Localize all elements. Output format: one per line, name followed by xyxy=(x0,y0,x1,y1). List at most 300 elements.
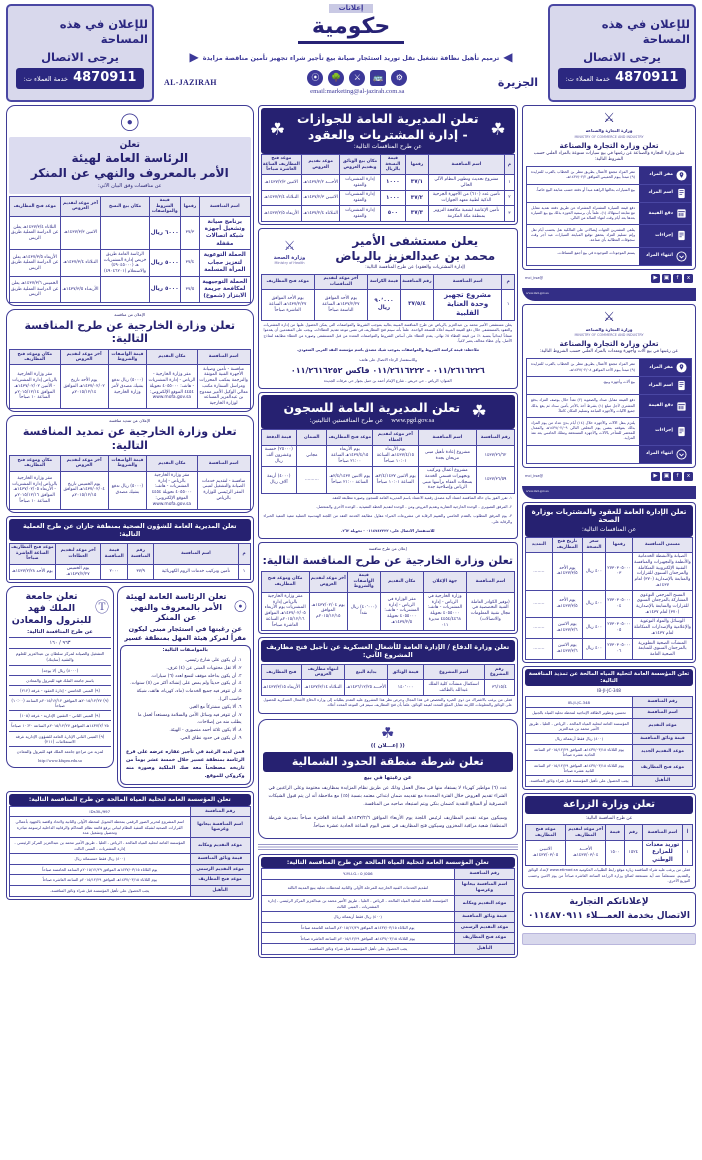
police-body2: وسيكون موعد تقديم المظاريف لرئيس اللجنة يوم الأربعاء الموافق ١٤٣٧/٢/٦هـ الساعة العاشرة صباحاً بمديرية شرطة المنطقة/ شعبة مراقبة المخزون وسيكون فتح المظاريف في نفس اليوم الساعة الحادية عشرة صباحاً. xyxy=(268,815,508,829)
kv-value: IDs3IL/997 xyxy=(10,806,191,817)
kv-key: موعد فتح المظاريف xyxy=(190,875,250,886)
cell: يوم الأحد تاريخ ١٤٣٧/٠٢/٠٢هـ الموافق ٢٠١٥/١٢/١٤م xyxy=(60,365,108,409)
cell: ٤٠٠ ريال xyxy=(582,617,605,638)
hayah-titles xyxy=(9,137,251,194)
moh-logo xyxy=(265,239,315,266)
moc-rows xyxy=(526,166,692,266)
cell: الأربعاء ١٤٣٧/٣/١٥هـ xyxy=(261,680,302,695)
cell: ٢٠٠٠ xyxy=(101,564,127,579)
cell: ٣ xyxy=(504,206,514,221)
location-pin-icon xyxy=(676,362,687,373)
facebook-icon[interactable]: f xyxy=(673,472,682,481)
agriculture-header xyxy=(525,796,693,815)
col-header: اسم المنافسة xyxy=(428,154,504,175)
kfupm-site: لمزيد من مراجع جامعة الملك فهد للبترول والمعادن xyxy=(16,748,104,754)
masthead-center xyxy=(158,4,544,102)
moc-key xyxy=(639,418,691,445)
table-header-row xyxy=(526,825,693,840)
masthead-services-strip xyxy=(158,50,544,65)
mofa3-title: تعلن وزارة الخارجية عن طرح المنافسة التالية: xyxy=(262,554,514,568)
ad-line1: للإعلان في هذه المساحة xyxy=(601,17,690,46)
hospital-table xyxy=(261,274,515,321)
prisons-crest-icon: ☘ xyxy=(471,401,487,422)
table-row xyxy=(261,592,514,630)
cell: ٢٧٣٠٣٠٥٠٠٠٠٦ xyxy=(606,639,633,660)
instagram-icon[interactable]: ▣ xyxy=(663,274,670,281)
cell: مقر وزارة الخارجية بالرياض إدارة المشتريات - الأثنين ١٤٣٧/٠٢/٠٢هـ الموافق ٢٠١٥/١٢/١٤م الساعة ١٠ صباحاً xyxy=(10,365,61,409)
ad-line2: يرجى الاتصال xyxy=(41,50,119,65)
kv-row xyxy=(526,760,693,776)
cell: ٤٠٠ ريال xyxy=(582,552,605,590)
cell: الحملة التوجيهية لمكافحة جريمة الابتزاز (شموخ) xyxy=(200,277,251,303)
cell: مقر الوزارة في الرياض - إدارة المشتريات - هاتف: ٤٠٥٥٠٠٠ تحويلة ١٤٣٧/٢/٥هـ xyxy=(380,592,423,630)
col-header: اسم المنافسة xyxy=(154,543,238,564)
kfupm-ref: ٩٦٣ / ١٦٠ xyxy=(9,638,111,649)
twitter-icon[interactable]: x xyxy=(684,472,693,481)
bottom-filler-bar xyxy=(522,933,696,945)
rules-icon xyxy=(676,426,687,437)
jazan-title: تعلن المديرية العامة للشؤون الصحية بمنطقة جازان عن طرح العملية التالية: xyxy=(22,521,237,538)
moc-key-label: إجراءات xyxy=(655,428,673,434)
cell: المنشآت الصحية التطويرية بالمرجعان السنوي للمتابعة الصحية العامة xyxy=(632,639,692,660)
cell: الثـلاثاء ١٤٣٧/٢/٤هـ xyxy=(261,190,302,205)
ad-line1: للإعلان في هذه المساحة xyxy=(59,17,148,46)
col-header: اسم المشروع xyxy=(423,665,484,680)
col-header: قيمة النسخة بالريال xyxy=(380,154,405,175)
police-title-bar xyxy=(263,752,513,772)
cell: يوم الاثنين ٢/٤/١٤٣٧هـ الساعة ٢١:٠٠ صباحاً xyxy=(327,466,373,493)
kv-row xyxy=(526,734,693,745)
bank-icon xyxy=(676,401,687,412)
col-header: اسم المنافسة xyxy=(642,825,682,840)
passports-title: تعلن المديرية العامة للجوازات - إدارة المشتريات والعقود xyxy=(297,111,479,142)
cell: ٣٧/٤ xyxy=(180,250,199,277)
passports-header xyxy=(261,108,515,154)
cell: ٣٧/٣ xyxy=(180,217,199,250)
agriculture-table xyxy=(525,824,693,866)
kv-value: Y-M.I.G.: 0 /006 xyxy=(261,869,454,880)
col-header: آخر موعد لتقديم العطاء xyxy=(373,430,419,445)
kv-value: (٤٠٠) ريال فقط أربعمائة ريال xyxy=(526,734,633,745)
hospital-note: يعلن مستشفى الأمير محمد بن عبدالعزيز بالرياض عن طرح المنافسة المبينة بعاليه بموجب الشروط والمواصفات التي يمكن الحصول عليها من إدارة المشتريات والعقود بالمستشفى خلال دفع القيمة المبينة أعلاه للنسخة الواحدة، علماً بأنه سيتم فتح المظاريف في نفس موعد تقديم العطاءات، ويجب على المتقدمين أن يقدموا ضماناً ابتدائياً بنسبة ١٪ من قيمة العطاء ٥٪ نهائي. يقدم العطاء على أساس الشروط والمواصفات المعدة من قبل المستشفى وصورة من العطاء مطابقة لنماذج الأصل، وأي عطاء مخالف يعتبر لاغياً. xyxy=(263,322,513,344)
police-body: عدد (٦) مواطير كهرباء لا يستفاد منها في مجال العمل وذلك عن طريق نظام المزايدة بمظاريف مختومة وعلى الراغبين في الشراء تقديم العروض خلال الفترة المحددة مع تقديمه ضمان ابتدائي معتمد بنسبة (٥٪) مع ملاحظة أنه لن يتم قبول الشيكات المصرفية أو المبالغ النقدية كضمان بنكي ويتم استبعاد صاحبه من المنافسة. xyxy=(268,785,508,807)
twitter-icon[interactable]: x xyxy=(684,274,693,283)
cell: ٢٧٣٠٣٠٥٠٠٠٠٤ xyxy=(606,591,633,618)
table-header-row xyxy=(526,537,693,552)
water-extension-header xyxy=(525,669,693,686)
cell: (٤٠٬٠٠٠) ريال نقداً xyxy=(347,592,380,630)
cell: يوم الأحد ١٤٣٧/٣/٥هـ xyxy=(552,591,582,618)
cell: ٢٧٣٠٣٠٥٠٠٠٠٣ xyxy=(606,552,633,590)
agriculture-title: تعلن وزارة الزراعة xyxy=(563,798,656,810)
moc-key xyxy=(639,359,691,376)
cell: ١ xyxy=(502,289,515,320)
mofa1-title: تعلن وزارة الخارجية عن طرح المنافسة التالية: xyxy=(24,318,236,346)
col-header: مكان بيع الوثائق وتقديم العروض xyxy=(340,154,381,175)
kfupm-url[interactable]: http://www.kfupm.edu.sa xyxy=(38,757,82,763)
col-header: قيمة الواصفات والشروط xyxy=(108,456,146,471)
cell: (٤٠٠٠) أربعة آلاف ريال xyxy=(261,466,297,493)
table-row xyxy=(261,466,514,493)
agriculture-subtitle: عن طرح المنافسة التالية: xyxy=(585,816,633,822)
kv-value: لتقديم الخدمات الفنية الخارجية للمرحلة الأولى والثانية لمحطات تحلية ينبع المدينة الثالثة xyxy=(261,879,454,895)
kv-key: موعد التقديم الرسمي xyxy=(190,864,250,875)
hayah-logo-icon: ☉ xyxy=(119,109,141,137)
cell: المسح المرجعي التوعوي المشاركة بالمرجعان السنوي للقرارات والمتابعة بالإصدارية (٣٧٠) لعام ١٤٣٧هـ xyxy=(632,591,692,618)
moc-value: مقر المزاد مجمع الأعمال بطريق مطر بن الخطاب بالقرب للمزايدة (٩) مبتدأ بيوم الخميس الموافق ١٤٣٧/٠٢/٢هـ. xyxy=(531,169,635,179)
facebook-icon[interactable]: f xyxy=(673,274,682,283)
masthead xyxy=(6,4,696,102)
cell: يوم الأحد الموافق ١٤٣٧/٢/٢٧هـ الساعة العاشرة صباحاً xyxy=(261,289,314,320)
moc-value: بيع السيارات بحالتها الراهنة مبدأ أو دفعة حسب متابعة البيع خاصاً. xyxy=(536,187,635,192)
content-columns xyxy=(6,105,696,1155)
bullet-item: ٩. أن يكون في حدود نطاق الحي. xyxy=(179,735,242,741)
cell: مشروع تجهيز وحدة العناية القلبية xyxy=(433,289,501,320)
cell: ١ xyxy=(682,840,692,866)
cell: ٥٠٠ xyxy=(380,206,405,221)
table-row xyxy=(526,552,693,590)
cell: ٣٧/٥/٤ xyxy=(400,289,433,320)
kv-row xyxy=(526,718,693,734)
kfupm-kv-list xyxy=(9,637,111,765)
cell: الصيانة والأنشطة الخدماتية والأنظمة والتجهيزات والمنافسة التقنية الإلكترونية المتكاملة والمرجعان السنوي للقرارات والمتابعة بالإصدارية (٣٧٠) لعام ١٤٣٧هـ xyxy=(632,552,692,590)
water-left-header xyxy=(9,794,251,806)
cell: برنامج صيانة وتشغيل أجهزة شبكة اتصالات مقفلة xyxy=(200,217,251,250)
kv-key: موعد التقديم ومكانه xyxy=(455,896,515,912)
cell: ٩٠٬٠٠٠ ريال xyxy=(368,289,401,320)
water-extension-table xyxy=(525,696,693,786)
passports-subtitle: عن طرح المنافسات التالية: xyxy=(353,143,422,151)
water-center-block xyxy=(258,854,518,958)
kfupm-logo-icon: Ⓣ xyxy=(95,600,109,617)
northern-police-block xyxy=(258,719,518,839)
kv-value: اسم المشروع لتحرير الصور الرقمي بمحطة التحويل لمحطة الأولى والثانية ولاتحاد واقصد بالجهود بأعمالي القرارات الصحية لشبكة التنفيذ النظام لبياني يرفع قائمة نظام المحاكم والرقابية الداخلية لرسومة مبادرة وتحصيل وتشغيل عدة xyxy=(10,817,191,838)
cell: ١٤٣٧/٣٦/٦٢ xyxy=(477,445,515,466)
col-header: فتح المظاريف xyxy=(261,665,302,680)
mofa2-kicker: الإعلان عن تمديد منافسة xyxy=(109,418,151,424)
moh-purchasing-subtitle: عن المنافسات التالية: xyxy=(581,526,637,534)
youtube-icon[interactable]: ▶ xyxy=(651,472,660,481)
table-row xyxy=(10,217,251,250)
moh-purchasing-header xyxy=(525,505,693,537)
moh-purchasing-block xyxy=(522,502,696,664)
cell: تأمين عدد (٦١٠) من الأجهزة الجرحية الذكية لطبية معهد الجوازات xyxy=(428,190,504,205)
kv-key: قيمة وثائق المنافسة xyxy=(633,734,693,745)
footer-cta[interactable] xyxy=(522,892,696,927)
location-pin-icon xyxy=(676,170,687,181)
col-header: قيمة الكراسة xyxy=(368,274,401,289)
kv-value: (٤٠٠) ريال فقط خمسمائة ريال xyxy=(10,853,191,864)
col-header: سعر النسخة xyxy=(582,537,605,552)
col-header: موعد فتح المظاريف xyxy=(327,430,373,445)
passports-crest-icon-2: ☘ xyxy=(269,120,286,141)
social-handle: @mci_ksa xyxy=(525,275,544,280)
col-header: قيمة الواصفات والشروط xyxy=(347,571,380,592)
youtube-icon[interactable]: ▶ xyxy=(651,274,660,283)
moc-header xyxy=(526,109,692,166)
water-center-table xyxy=(261,868,515,955)
kv-key: التأهيل xyxy=(633,776,693,787)
cell: يوم الأحد ١٤٣٧/٣/٥هـ xyxy=(552,552,582,590)
water-left-title: تعلن المؤسسة العامة لتحلية المياه المالحة عن طرح المنافسة التالية: xyxy=(28,796,231,804)
col-header: اسم المنافسة xyxy=(418,430,476,445)
kv-key: موعد التقديم الجديد xyxy=(633,744,693,760)
kv-value: يجب الحصول على تأهيل المؤسسة قبل شراء وثائق المنافسة. xyxy=(526,776,633,787)
cell: يوم الخميس تاريخ ١٤٣٧/٠٢/٠٤هـ الموافق ٢٠١٥/١٢/١٥م xyxy=(60,471,108,509)
kv-key: اسم المنافسة بيعاتها وغرضها xyxy=(190,817,250,838)
cell: مجاني xyxy=(297,445,327,466)
table-row xyxy=(526,840,693,866)
table-row xyxy=(10,471,251,509)
footer-cta-line1: لإعلاناتكم التجارية xyxy=(569,897,649,908)
hospital-address: العنوان: الرياض - حي خريص - شارع الإمام أحمد بن حنبل بجوار حي عرفات الجديدة xyxy=(323,379,452,384)
table-header-row xyxy=(10,543,251,564)
prisons-header xyxy=(261,395,515,429)
kv-value: المؤسسة العامة لتحلية المياه المالحة - الرياض - العليا - طريق الأمير محمد بن عبدالعزيز المركز الرئيسي - إدارة المشتريات - المبنى الثالث xyxy=(10,838,191,854)
col-header: الضمان xyxy=(297,430,327,445)
moc-value: دفع قيمة السيارة المشتراة المشتراة عن طريق دفعة نقدية مقابل مع متابعة استهلاك (١)، علماً بأن برسمية الحوزة بذلك بيع بيع السيارة بعدها بعد أيام وقت انتهاء الصالة من التالي. xyxy=(531,205,636,220)
cell: تأمين وتركيب خدمات الروم الكهربائية xyxy=(154,564,238,579)
col-header: قيمة xyxy=(606,825,624,840)
moc-row xyxy=(526,202,692,225)
moc-key-label: دفع القيمة xyxy=(648,403,673,409)
defense-title: تعلن وزارة الدفاع / الإدارة العامة للأشغال العسكرية عن تأجيل فتح مظاريف المشروع الآتي: xyxy=(266,642,510,660)
moc-key-label: اسم المزاد xyxy=(648,190,673,196)
cell: الأربعاء ١٤٣٧/٣/٥هـ يعلن عن الدراسة العملية طريق الريس xyxy=(10,250,61,277)
table-header-row xyxy=(261,665,514,680)
kv-key: موعد التقديم الرسمي xyxy=(455,922,515,933)
col-header: قيمة المنافسة xyxy=(101,543,127,564)
ad-phone-number: 4870911 xyxy=(73,70,137,86)
table-header-row xyxy=(261,154,514,175)
cell: ١ xyxy=(504,175,514,190)
cell: يوم ١٤٣٧/٠٢/٠٤هـ الموافق ٢٠١٥/١٢/١٥م xyxy=(309,592,347,630)
bullet-item: ٣. أن يكون بداخله موقف لتسع لعدد (٦) سيارات. xyxy=(150,673,242,679)
cell: مشروع إعادة تأهيل مبنى مريحان بجدة xyxy=(418,445,476,466)
hospital-title-3: (إدارة المشتريات والعقود) عن طرح المنافسة التالية: xyxy=(365,264,466,270)
cell: ٢٧٣٠٣٠٥٠٠٠٠٥ xyxy=(606,617,633,638)
masthead-logo-top: إعلانات xyxy=(329,4,374,13)
moh-purchasing-title: تعلن الإدارة العامة للعقود والمشتريات بوزارة الصحة xyxy=(531,507,687,525)
cell: ١٤٣٧/٣٦/٥٩ xyxy=(477,466,515,493)
masthead-ad-right[interactable] xyxy=(548,4,696,102)
kv-key: قيمة وثائق المنافسة xyxy=(190,853,250,864)
mofa2-block xyxy=(6,415,254,513)
kv-key: اسم المنافسة xyxy=(633,708,693,719)
col-header: مسمى المنافسة xyxy=(632,537,692,552)
bus-icon: 🚌 xyxy=(370,70,386,86)
moc-key-label: انتهاء المزاد xyxy=(645,451,673,457)
moc-key xyxy=(639,167,691,184)
col-header: رقمها xyxy=(406,154,429,175)
cell xyxy=(101,217,149,250)
kv-key: رقم المنافسة xyxy=(455,869,515,880)
kv-row xyxy=(261,896,514,912)
col-header: مكان وموعد فتح المظاريف xyxy=(261,571,309,592)
swoosh-divider-1 xyxy=(522,288,696,301)
moc-key-label: دفع القيمة xyxy=(648,210,673,216)
kv-value: يوم الثلاثاء ١٤٣٧/٠٣/١٥هـ الموافق ٢٠١٥/١٢/٢٩م الساعة التاسعة صباحاً xyxy=(261,922,454,933)
masthead-ad-left[interactable] xyxy=(6,4,154,102)
document-icon xyxy=(676,380,687,391)
table-header-row xyxy=(10,196,251,217)
social-bar-1[interactable] xyxy=(522,273,696,284)
moc-value: دفع القيمة مقابل صداد والصعوبة (٢) نقداً خلال بوصف المزاد بدفع المشتري لأجل مبلغ (١) بشرط أخذ بالأجر بأمين سداد ثم يقع بذلك جميع الآليات والأجهزة المباعة وتسليم المكان كاملاً. xyxy=(531,398,635,413)
moc-value: يستم الموجودات الموجودة في بيع أجمع المسافات. xyxy=(557,250,635,255)
swoosh-divider-2 xyxy=(522,486,696,499)
column-center xyxy=(258,105,518,958)
col-header: موعد فتح المظاريف xyxy=(10,196,61,217)
kv-value: المؤسسة العامة لتحلية المياه المالحة - الرياض - العليا - طريق الأمير محمد بن عبدالعزيز المركز الرئيسي - إدارة المشتريات - المبنى الثالث xyxy=(261,896,454,912)
kfupm-place: (٩) المبنى الخامس - إدارة العقود - غرفة (٢١٢) xyxy=(9,686,111,696)
moh-name-ar: وزارة الصحة xyxy=(273,254,306,261)
cell: ١٤٠٬٠٠٠ xyxy=(388,680,423,695)
hayah-subtitle: عن منافسات وفق البيان الآتي: xyxy=(98,183,162,190)
police-badge-icon: ☘ xyxy=(381,723,395,742)
kfupm-header xyxy=(9,589,111,629)
water-extension-title: تعلن المؤسسة العامة لتحلية المياه المالحة عن تمديد المنافسة التالية: xyxy=(528,671,690,684)
cell: ١٠٠٠ xyxy=(380,175,405,190)
cell: الأربعـاء ١٤٣٧/٣/٥هـ xyxy=(60,277,101,303)
kv-row xyxy=(261,879,514,895)
mofa3-table xyxy=(261,571,515,631)
hayah-rent-block xyxy=(117,586,254,788)
moc-key xyxy=(639,203,691,225)
hayah-rent-intro: بالمواصفات التالية: xyxy=(162,647,208,653)
moc-auction-cars xyxy=(522,105,696,270)
police-title: تعلن شرطة منطقة الحدود الشمالية xyxy=(291,755,484,769)
cell: ٦٠٠٠ ريال xyxy=(149,217,180,250)
prisons-contact: للاستفسار الاتصال على: ٠١١٤٧٤٢٢٢٢ - تحويلة ٢٦٢. xyxy=(341,529,435,534)
instagram-icon[interactable]: ▣ xyxy=(663,472,670,479)
kv-value: يوم الثلاثاء ١٤٣٧/٠٣/١٨هـ الموافق ٢٠١٥/١٢/٢٩م الساعة الحادية عشرة صباحاً xyxy=(526,744,633,760)
hayah-line2: الأمر بالمعروف والنهي عن المنكر xyxy=(30,166,229,181)
col-header: موعد فتح المظاريف الساعة العاشرة صباحاً xyxy=(261,154,302,175)
kfupm-subtitle: عن طرح المنافسة التالية: xyxy=(27,628,93,635)
table-header-row xyxy=(10,456,251,471)
defense-table xyxy=(261,664,515,696)
cell: (٥٠٠٠) ريال تدفع بشيك مصدق xyxy=(108,471,146,509)
bank-icon xyxy=(676,208,687,219)
hayah-rent-bullets xyxy=(124,654,247,746)
cell: مقر وزارة الخارجية بالرياض إدارة المشتريات يوم الأربعاء ١٤٣٧/٠٢/٠٥هـ الموافق ٢٠١٥/١٢/١٦م الساعة العاشرة صباحاً xyxy=(261,592,309,630)
police-header xyxy=(263,724,513,782)
moc-rows xyxy=(526,358,692,463)
col-header: مكان التقديم xyxy=(380,571,423,592)
kv-row xyxy=(261,911,514,922)
moc-value: بيع آلات وأجهزة وبيع. xyxy=(602,380,635,385)
social-bar-2[interactable] xyxy=(522,471,696,482)
table-row xyxy=(261,206,514,221)
kv-value: يوم الثلاثاء ١٤٣٧/٠٣/١٥هـ الموافق ٢٠١٥/١٢/٢٩م الساعة الخامسة صباحاً xyxy=(10,864,191,875)
cell: إدارة المشتريات والعقود xyxy=(340,175,381,190)
ad-phone-left[interactable] xyxy=(16,68,145,88)
prisons-title: تعلن المديرية العامة للسجون xyxy=(283,400,461,416)
moc-key xyxy=(639,248,691,265)
mofa1-table xyxy=(9,349,251,409)
cell: ١٥٢٤ xyxy=(624,840,642,866)
footer-cta-line2: الاتصال بخدمة العمـــلاء ٠١١٤٨٧٠٩١١ xyxy=(528,910,690,921)
jazan-health-block xyxy=(6,516,254,583)
prisons-subtitle: عن طرح المنافستين التاليتين: xyxy=(309,416,384,424)
hayah-line1: الرئاسة العامة لهيئة xyxy=(71,151,189,166)
kv-key: التأهيل xyxy=(455,944,515,955)
kv-value: يجب الحصول على تأهيل المؤسسة قبل شراء وثائق المنافسة. xyxy=(10,885,191,896)
agriculture-block xyxy=(522,793,696,890)
table-row xyxy=(261,175,514,190)
kfupm-block xyxy=(6,586,114,768)
hospital-title-2: محمد بن عبدالعزيز بالرياض xyxy=(335,248,496,263)
col-header: آخر موعد لتقديم المناقصات xyxy=(314,274,367,289)
kv-value: يوم الثلاثاء ١٤٣٧/٠٣/١٨هـ الموافق ٢٠١٥/١٢/٢٩م الساعة الثانية عشرة صباحاً xyxy=(526,760,633,776)
water-left-block xyxy=(6,791,254,899)
cell: إدارة المشتريات والعقود xyxy=(340,206,381,221)
kv-key: رقم المنافسة xyxy=(633,697,693,708)
kfupm-title-2: الملك فهد للبترول والمعادن xyxy=(11,602,92,626)
kv-row xyxy=(261,933,514,944)
column-right xyxy=(522,105,696,945)
kv-row xyxy=(10,806,251,817)
moh-purchasing-table xyxy=(525,537,693,661)
col-header: اسم المنافسة xyxy=(466,571,514,592)
cell: يوم الأربعاء ١٤٣٧/٤/١٥هـ الساعة ٢١:٠٠ صباحاً xyxy=(327,445,373,466)
kv-value: (٤٠٠) ريال فقط أربعمائة ريال xyxy=(261,911,454,922)
col-header: مكان وموعد فتح المظاريف xyxy=(10,456,61,471)
social-handle: @mci_ksa xyxy=(525,473,544,478)
moc-header xyxy=(526,308,692,359)
decorative-lines xyxy=(258,844,518,851)
kv-row xyxy=(261,944,514,955)
kv-row xyxy=(10,817,251,838)
saudi-emblem-icon: ⚔ xyxy=(349,70,365,86)
col-header: التمديد xyxy=(526,537,553,552)
cell: توريد معدات للمزارع الوطني xyxy=(642,840,682,866)
prisons-url[interactable]: www.pgd.gov.sa xyxy=(391,416,435,424)
cell: (٥٠٠٠) ريال تدفع بشيك مصدق لأمر وزارة الخارجية xyxy=(108,365,146,409)
table-row xyxy=(10,250,251,277)
bullet-item: ١. أن يكون على شارع رئيسي. xyxy=(184,657,242,663)
passports-table xyxy=(261,154,515,222)
masthead-email[interactable]: email:marketing@al-jazirah.com.sa xyxy=(310,88,405,96)
social-icons[interactable] xyxy=(651,274,693,283)
table-header-row xyxy=(261,430,514,445)
social-icons[interactable] xyxy=(651,472,693,481)
ad-line2: يرجى الاتصال xyxy=(583,50,661,65)
kv-value: يوم الثلاثاء ١٤٣٧/٠٣/١٥هـ الموافق ٢٠١٥/١٢/٢٩م الساعة العاشرة صباحاً xyxy=(261,933,454,944)
col-header: آخر موعد لتقديم المظاريف xyxy=(566,825,606,840)
cell: الأحـــد ١٤٣٧/٠٣/٠٤هـ xyxy=(566,840,606,866)
moc-ministry-en: MINISTRY OF COMMERCE AND INDUSTRY xyxy=(574,134,644,139)
gear-icon: ⚙ xyxy=(391,70,407,86)
table-row xyxy=(261,445,514,466)
kv-row xyxy=(261,922,514,933)
cell: ٢ xyxy=(504,190,514,205)
col-header: بداية البيع xyxy=(345,665,388,680)
cell: ٣٦/١٥/٤ xyxy=(484,680,514,695)
cell: يوم الخميس ١٤٣٧/٢/٢٧هـ xyxy=(55,564,101,579)
moc-ministry-en: MINISTRY OF COMMERCE AND INDUSTRY xyxy=(574,333,644,338)
mofa1-kicker: الإعلان من منافسة xyxy=(114,311,146,317)
palm-swords-icon: ⚔ xyxy=(283,238,296,254)
ad-phone-right[interactable] xyxy=(558,68,687,88)
cell: الاثنيـن ١٤٣٧/٢/٣هـ xyxy=(302,190,340,205)
cell: ........ xyxy=(526,552,553,590)
table-header-row xyxy=(261,571,514,592)
moc-row xyxy=(526,166,692,184)
col-header: قيمة الشروط والمواصفات xyxy=(149,196,180,217)
cell: ٣٧/١ xyxy=(406,175,429,190)
cell: ٣٧/٩ xyxy=(127,564,153,579)
